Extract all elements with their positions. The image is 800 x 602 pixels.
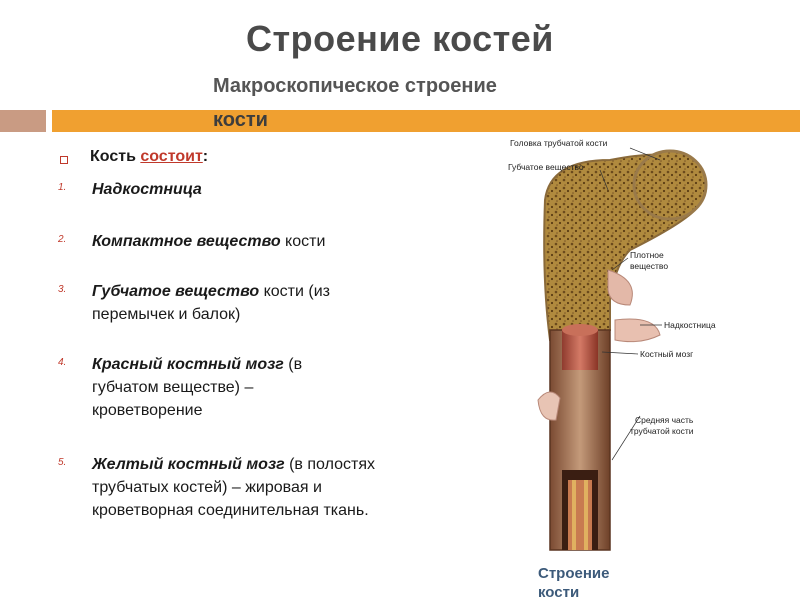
yellow-marrow-strand [584, 480, 588, 550]
item-text [92, 178, 392, 201]
label-shaft-1: Средняя часть [635, 415, 694, 425]
periosteum-flap-2 [615, 319, 660, 342]
item-text [92, 230, 392, 253]
item-term: Красный костный мозг [92, 356, 284, 373]
periosteum-flap-1 [608, 270, 632, 305]
label-marrow: Костный мозг [640, 349, 694, 359]
item-desc: (в губчатом веществе) – кроветворение [92, 356, 303, 419]
bone-marrow-yellow [568, 480, 592, 550]
caption-line-2: кости [538, 584, 580, 601]
label-dense-2: вещество [630, 261, 669, 271]
slide-title: Строение костей [246, 18, 554, 59]
item-desc: (в полостях трубчатых костей) – жировая и кроветворная соединительная ткань. [92, 456, 375, 519]
item-text [92, 453, 377, 522]
item-text [92, 280, 362, 326]
bone-illustration [490, 130, 800, 570]
label-head: Головка трубчатой кости [510, 138, 608, 148]
periosteum-flap-3 [538, 392, 560, 420]
heading-link[interactable]: состоит [140, 148, 203, 165]
item-term: Компактное вещество [92, 233, 281, 250]
item-number: 2. [58, 234, 67, 245]
slide-subtitle-line2: кости [213, 109, 268, 131]
item-term: Желтый костный мозг [92, 456, 285, 473]
item-number: 1. [58, 182, 67, 193]
label-shaft-2: трубчатой кости [630, 426, 694, 436]
label-dense-1: Плотное [630, 250, 664, 260]
item-desc: кости (из перемычек и балок) [92, 283, 330, 323]
heading-text [90, 148, 208, 166]
bone-head-cap [634, 151, 706, 219]
item-number: 5. [58, 457, 67, 468]
content-list [55, 148, 395, 519]
label-spongy: Губчатое вещество [508, 162, 584, 172]
heading-suffix: : [202, 148, 209, 165]
caption-line-1: Строение [538, 565, 610, 582]
figure-caption [538, 564, 628, 602]
accent-block [0, 110, 46, 132]
accent-bar [52, 110, 800, 132]
list-heading [55, 148, 395, 178]
bone-marrow-top [562, 324, 598, 336]
item-number: 4. [58, 357, 67, 368]
item-desc: кости [280, 233, 326, 250]
item-text [92, 353, 362, 422]
item-number: 3. [58, 284, 67, 295]
item-term: Губчатое вещество [92, 283, 260, 300]
item-term: Надкостница [92, 181, 202, 198]
heading-prefix: Кость [90, 148, 141, 165]
label-periosteum: Надкостница [664, 320, 716, 330]
square-bullet-icon [60, 156, 68, 164]
yellow-marrow-strand [572, 480, 576, 550]
slide-subtitle: Макроскопическое строение [213, 75, 497, 97]
